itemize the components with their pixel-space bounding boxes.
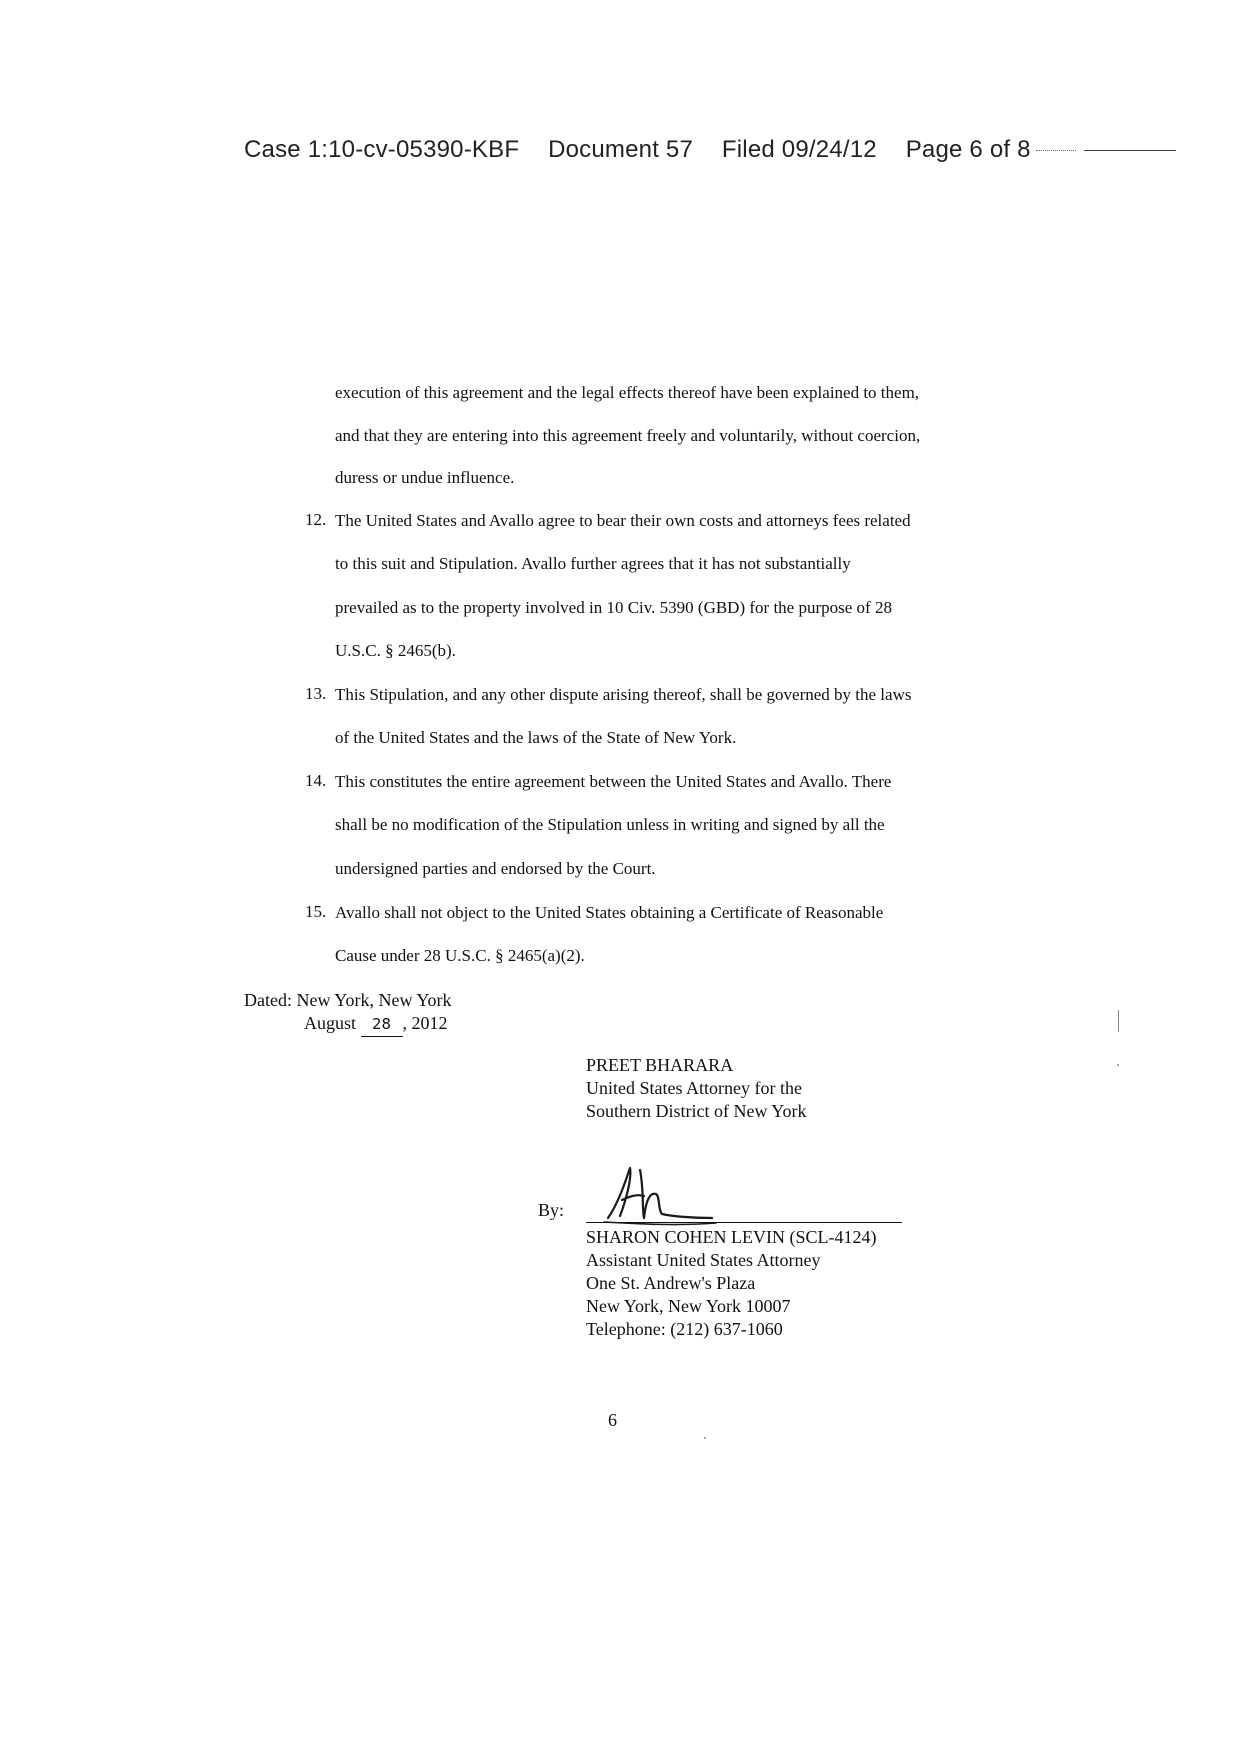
paragraph-14-line-2: shall be no modification of the Stipulation unless in writing and signed by all the xyxy=(335,815,885,834)
continuation-line-1: execution of this agreement and the legal effects thereof have been explained to them, xyxy=(335,383,920,402)
scan-mark xyxy=(704,1437,706,1439)
document-number: Document 57 xyxy=(548,136,694,163)
case-header xyxy=(244,136,1053,164)
filed-date: Filed 09/24/12 xyxy=(721,136,877,163)
continuation-line-2: and that they are entering into this agreement freely and voluntarily, without coercion, xyxy=(335,426,921,445)
us-attorney-title-2: Southern District of New York xyxy=(586,1101,807,1121)
paragraph-15-line-2: Cause under 28 U.S.C. § 2465(a)(2). xyxy=(335,946,585,965)
us-attorney-name: PREET BHARARA xyxy=(586,1055,734,1075)
page-number: 6 xyxy=(608,1410,617,1430)
ausa-phone: Telephone: (212) 637-1060 xyxy=(586,1319,783,1339)
paragraph-14-line-3: undersigned parties and endorsed by the Court. xyxy=(335,859,656,878)
case-number: Case 1:10-cv-05390-KBF xyxy=(244,136,520,163)
paragraph-14-number: 14. xyxy=(305,771,327,790)
handwritten-day: 28 xyxy=(361,1013,403,1037)
us-attorney-title-1: United States Attorney for the xyxy=(586,1078,802,1098)
paragraph-12-line-3: prevailed as to the property involved in 10 Civ. 5390 (GBD) for the purpose of 28 xyxy=(335,598,892,617)
ausa-block xyxy=(586,1226,877,1341)
by-label: By: xyxy=(538,1200,565,1220)
paragraph-12-number: 12. xyxy=(305,510,327,529)
continuation-line-3: duress or undue influence. xyxy=(335,468,515,487)
scan-mark xyxy=(1117,1064,1119,1066)
ausa-name: SHARON COHEN LEVIN (SCL-4124) xyxy=(586,1227,877,1247)
header-dotted-rule xyxy=(1036,150,1076,151)
paragraph-13-line-1: This Stipulation, and any other dispute arising thereof, shall be governed by the laws xyxy=(335,685,912,704)
handwritten-signature xyxy=(600,1160,720,1235)
paragraph-12-line-2: to this suit and Stipulation. Avallo further agrees that it has not substantially xyxy=(335,554,851,573)
us-attorney-block xyxy=(586,1054,807,1123)
ausa-title: Assistant United States Attorney xyxy=(586,1250,821,1270)
paragraph-15-line-1: Avallo shall not object to the United States obtaining a Certificate of Reasonable xyxy=(335,903,884,922)
signature-line xyxy=(586,1222,902,1223)
dated-year: , 2012 xyxy=(402,1013,448,1033)
paragraph-13-number: 13. xyxy=(305,684,327,703)
paragraph-15-number: 15. xyxy=(305,902,327,921)
paragraph-13-line-2: of the United States and the laws of the State of New York. xyxy=(335,728,737,747)
scan-mark xyxy=(1118,1010,1119,1032)
dated-block xyxy=(244,989,452,1037)
dated-place: New York, New York xyxy=(296,990,452,1010)
page-of: Page 6 of 8 xyxy=(905,136,1031,163)
paragraph-12-line-1: The United States and Avallo agree to bear their own costs and attorneys fees related xyxy=(335,511,911,530)
ausa-address-1: One St. Andrew's Plaza xyxy=(586,1273,756,1293)
dated-label: Dated: xyxy=(244,990,292,1010)
dated-month: August xyxy=(304,1013,357,1033)
header-solid-rule xyxy=(1084,150,1176,151)
paragraph-12-line-4: U.S.C. § 2465(b). xyxy=(335,641,456,660)
ausa-address-2: New York, New York 10007 xyxy=(586,1296,791,1316)
paragraph-14-line-1: This constitutes the entire agreement between the United States and Avallo. There xyxy=(335,772,892,791)
